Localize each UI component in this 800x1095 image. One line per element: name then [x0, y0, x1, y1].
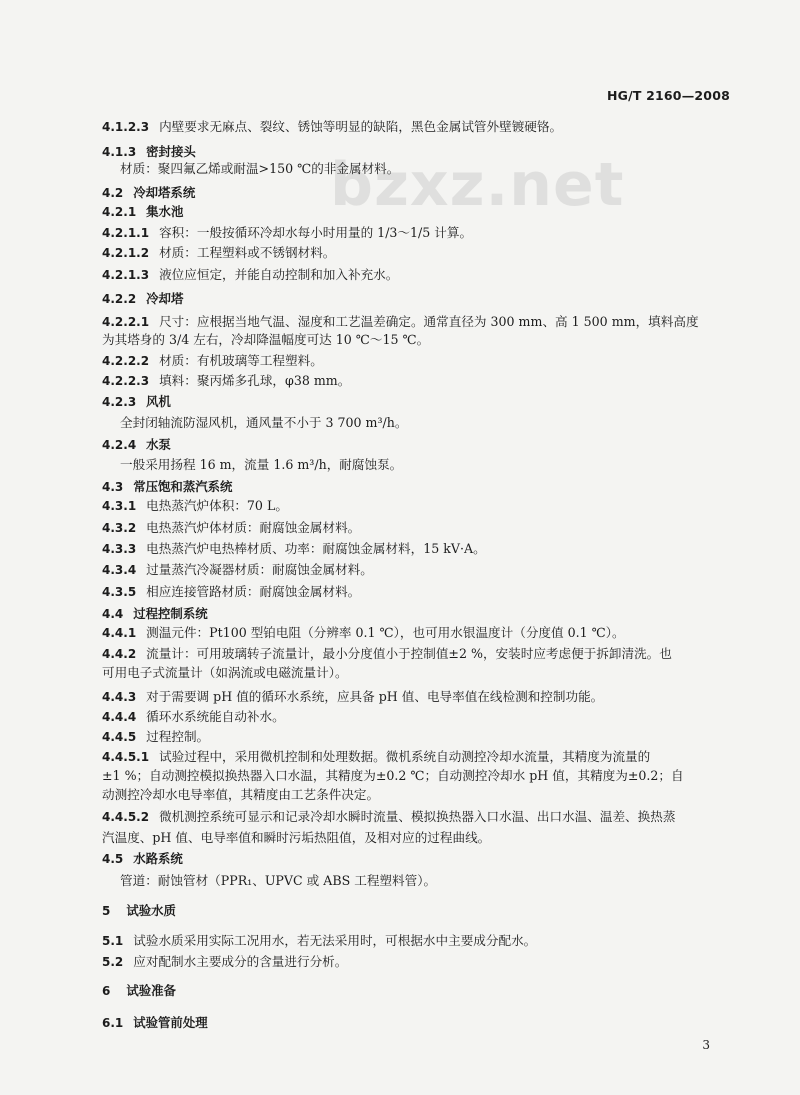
- clause-text: 对于需要调 pH 值的循环水系统，应具备 pH 值、电导率值在线检测和控制功能。: [146, 689, 604, 704]
- clause-text: ±1 %；自动测控模拟换热器入口水温，其精度为±0.2 ℃；自动测控冷却水 pH 值，其精度为±0.2；自: [102, 768, 684, 783]
- section-heading: [102, 605, 742, 623]
- clause-text: 一般采用扬程 16 m，流量 1.6 m³/h，耐腐蚀泵。: [120, 457, 403, 472]
- section-heading: [102, 982, 742, 1000]
- clause-text: 尺寸：应根据当地气温、湿度和工艺温差确定。通常直径为 300 mm、高 1 500 mm，填料高度: [159, 314, 699, 329]
- clause-number: 4.2.1: [102, 205, 137, 219]
- clause-text: 电热蒸汽炉电热棒材质、功率：耐腐蚀金属材料，15 kV·A。: [146, 541, 486, 556]
- clause-number: 4.2.3: [102, 395, 137, 409]
- clause-number: 5: [102, 904, 111, 918]
- clause-number: 6.1: [102, 1016, 124, 1030]
- body-line: [102, 688, 742, 706]
- body-line: [102, 519, 742, 537]
- clause-text: 内壁要求无麻点、裂纹、锈蚀等明显的缺陷，黑色金属试管外壁镀硬铬。: [159, 119, 563, 134]
- clause-number: 4.2.1.3: [102, 268, 150, 282]
- body-line: [120, 160, 760, 178]
- clause-text: 水路系统: [133, 851, 183, 866]
- clause-text: 试验过程中，采用微机控制和处理数据。微机系统自动测控冷却水流量，其精度为流量的: [159, 749, 651, 764]
- clause-text: 试验准备: [126, 983, 176, 998]
- clause-text: 流量计：可用玻璃转子流量计，最小分度值小于控制值±2 %，安装时应考虑便于拆卸清洗。也: [146, 646, 672, 661]
- clause-text: 试验管前处理: [133, 1015, 208, 1030]
- body-line: [102, 266, 742, 284]
- clause-text: 材质：工程塑料或不锈钢材料。: [159, 245, 336, 260]
- clause-text: 管道：耐蚀管材（PPR₁、UPVC 或 ABS 工程塑料管）。: [120, 873, 437, 888]
- clause-text: 集水池: [146, 204, 184, 219]
- clause-text: 常压饱和蒸汽系统: [133, 479, 233, 494]
- clause-number: 4.3: [102, 480, 124, 494]
- body-line: [102, 728, 742, 746]
- body-line: [102, 932, 742, 950]
- standard-code: HG/T 2160—2008: [606, 88, 730, 103]
- body-line: [102, 829, 742, 847]
- body-line: [102, 664, 742, 682]
- clause-text: 冷却塔: [146, 291, 184, 306]
- body-line: [102, 708, 742, 726]
- clause-number: 4.2.2: [102, 292, 137, 306]
- clause-number: 6: [102, 984, 111, 998]
- section-heading: [102, 902, 742, 920]
- clause-text: 水泵: [146, 437, 171, 452]
- clause-text: 微机测控系统可显示和记录冷却水瞬时流量、模拟换热器入口水温、出口水温、温差、换热蒸: [159, 809, 676, 824]
- clause-number: 4.4.5: [102, 730, 137, 744]
- body-line: [102, 583, 742, 601]
- clause-text: 密封接头: [146, 144, 196, 159]
- clause-number: 4.2.1.1: [102, 226, 150, 240]
- body-line: [102, 953, 742, 971]
- clause-number: 4.4.4: [102, 710, 137, 724]
- clause-number: 4.1.3: [102, 145, 137, 159]
- clause-text: 材质：有机玻璃等工程塑料。: [159, 353, 323, 368]
- clause-text: 循环水系统能自动补水。: [146, 709, 285, 724]
- body-line: [102, 244, 742, 262]
- clause-text: 动测控冷却水电导率值，其精度由工艺条件决定。: [102, 787, 380, 802]
- body-line: [102, 331, 742, 349]
- clause-number: 4.2.2.1: [102, 315, 150, 329]
- section-heading: [102, 850, 742, 868]
- clause-text: 测温元件：Pt100 型铂电阻（分辨率 0.1 ℃），也可用水银温度计（分度值 0.1 ℃）。: [146, 625, 625, 640]
- clause-number: 4.4.2: [102, 647, 137, 661]
- clause-number: 4.2: [102, 186, 124, 200]
- watermark-text: bzxz.net: [330, 150, 625, 220]
- clause-number: 4.5: [102, 852, 124, 866]
- clause-text: 相应连接管路材质：耐腐蚀金属材料。: [146, 584, 361, 599]
- clause-text: 材质：聚四氟乙烯或耐温>150 ℃的非金属材料。: [120, 161, 400, 176]
- clause-text: 为其塔身的 3/4 左右，冷却降温幅度可达 10 ℃～15 ℃。: [102, 332, 430, 347]
- clause-text: 风机: [146, 394, 171, 409]
- body-line: [102, 313, 742, 331]
- clause-text: 过量蒸汽冷凝器材质：耐腐蚀金属材料。: [146, 562, 373, 577]
- body-line: [102, 748, 742, 766]
- clause-number: 4.4.1: [102, 626, 137, 640]
- body-line: [102, 352, 742, 370]
- clause-number: 4.3.2: [102, 521, 137, 535]
- body-line: [102, 561, 742, 579]
- clause-number: 4.4.3: [102, 690, 137, 704]
- section-heading: [102, 1014, 742, 1032]
- section-heading: [102, 203, 742, 221]
- clause-number: 4.4.5.2: [102, 810, 150, 824]
- body-line: [102, 767, 742, 785]
- clause-text: 冷却塔系统: [133, 185, 196, 200]
- clause-number: 4.4: [102, 607, 124, 621]
- body-line: [102, 372, 742, 390]
- clause-number: 5.1: [102, 934, 124, 948]
- body-line: [102, 786, 742, 804]
- body-line: [120, 456, 760, 474]
- clause-number: 4.3.3: [102, 542, 137, 556]
- section-heading: [102, 393, 742, 411]
- clause-text: 过程控制。: [146, 729, 210, 744]
- page-number: 3: [702, 1038, 710, 1052]
- clause-text: 液位应恒定，并能自动控制和加入补充水。: [159, 267, 399, 282]
- clause-text: 试验水质采用实际工况用水，若无法采用时，可根据水中主要成分配水。: [133, 933, 537, 948]
- body-line: [102, 540, 742, 558]
- section-heading: [102, 290, 742, 308]
- clause-text: 填料：聚丙烯多孔球，φ38 mm。: [159, 373, 351, 388]
- clause-number: 4.2.2.2: [102, 354, 150, 368]
- body-line: [102, 645, 742, 663]
- body-line: [102, 497, 742, 515]
- section-heading: [102, 143, 742, 161]
- clause-text: 过程控制系统: [133, 606, 208, 621]
- clause-number: 4.4.5.1: [102, 750, 150, 764]
- clause-text: 可用电子式流量计（如涡流或电磁流量计）。: [102, 665, 348, 680]
- clause-text: 试验水质: [126, 903, 176, 918]
- clause-text: 应对配制水主要成分的含量进行分析。: [133, 954, 348, 969]
- body-line: [102, 624, 742, 642]
- section-heading: [102, 436, 742, 454]
- body-line: [102, 118, 742, 136]
- section-heading: [102, 184, 742, 202]
- body-line: [120, 414, 760, 432]
- clause-number: 4.3.4: [102, 563, 137, 577]
- clause-text: 全封闭轴流防湿风机，通风量不小于 3 700 m³/h。: [120, 415, 408, 430]
- clause-number: 5.2: [102, 955, 124, 969]
- clause-number: 4.2.2.3: [102, 374, 150, 388]
- clause-number: 4.2.4: [102, 438, 137, 452]
- clause-number: 4.3.5: [102, 585, 137, 599]
- section-heading: [102, 478, 742, 496]
- body-line: [120, 872, 760, 890]
- clause-text: 汽温度、pH 值、电导率值和瞬时污垢热阻值，及相对应的过程曲线。: [102, 830, 491, 845]
- clause-number: 4.1.2.3: [102, 120, 150, 134]
- clause-number: 4.3.1: [102, 499, 137, 513]
- clause-number: 4.2.1.2: [102, 246, 150, 260]
- body-line: [102, 224, 742, 242]
- clause-text: 电热蒸汽炉体材质：耐腐蚀金属材料。: [146, 520, 361, 535]
- clause-text: 电热蒸汽炉体积：70 L。: [146, 498, 288, 513]
- clause-text: 容积：一般按循环冷却水每小时用量的 1/3～1/5 计算。: [159, 225, 473, 240]
- body-line: [102, 808, 742, 826]
